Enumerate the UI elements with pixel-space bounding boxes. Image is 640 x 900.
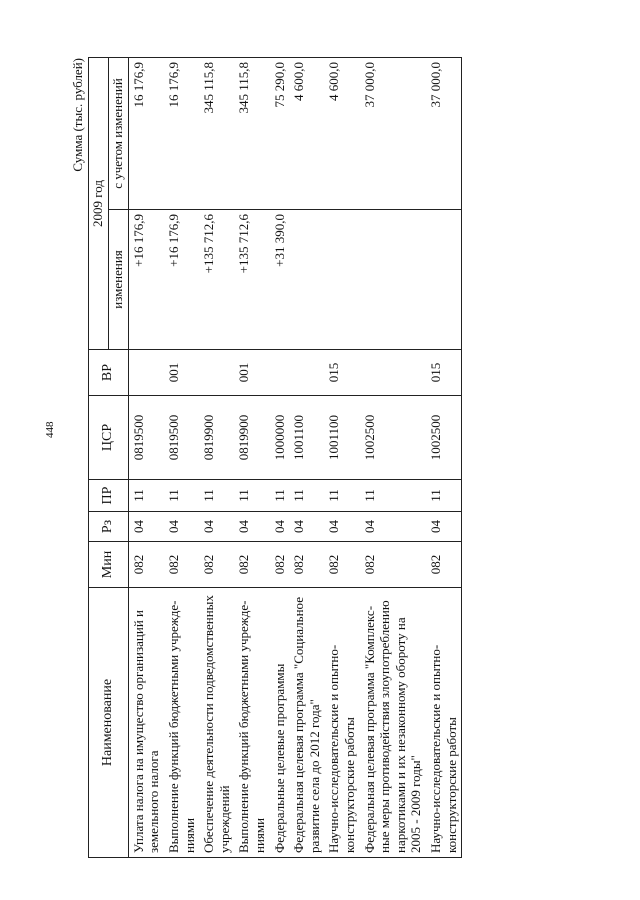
cell-rz: 04 — [128, 512, 164, 542]
cell-rz: 04 — [234, 512, 269, 542]
cell-min: 082 — [128, 542, 164, 588]
cell-csr: 0819900 — [199, 396, 234, 480]
cell-total: 37 000,0 — [426, 58, 462, 210]
cell-change: +31 390,0 — [270, 210, 290, 350]
cell-csr: 1000000 — [270, 396, 290, 480]
cell-name: Федеральные целевые программы — [270, 588, 290, 858]
cell-pr: 11 — [289, 480, 324, 512]
cell-vr — [360, 350, 426, 396]
table-row — [164, 58, 199, 858]
col-header-year: 2009 год — [89, 58, 109, 350]
col-header-with-changes: с учетом изменений — [108, 58, 128, 210]
cell-pr: 11 — [270, 480, 290, 512]
cell-min: 082 — [199, 542, 234, 588]
table-row — [128, 58, 164, 858]
table-row — [199, 58, 234, 858]
cell-total: 75 290,0 — [270, 58, 290, 210]
page-number: 448 — [44, 421, 56, 438]
col-header-name: Наименование — [89, 588, 129, 858]
cell-csr: 1002500 — [426, 396, 462, 480]
cell-csr: 1001100 — [324, 396, 359, 480]
cell-total: 16 176,9 — [164, 58, 199, 210]
cell-name: Научно-исследовательские и опытно-конструкторские работы — [426, 588, 462, 858]
col-header-rz: Рз — [89, 512, 129, 542]
col-header-pr: ПР — [89, 480, 129, 512]
cell-name: Уплата налога на имущество организаций и земельного налога — [128, 588, 164, 858]
col-header-vr: ВР — [89, 350, 129, 396]
budget-table — [88, 57, 462, 858]
cell-rz: 04 — [270, 512, 290, 542]
cell-rz: 04 — [164, 512, 199, 542]
cell-total: 4 600,0 — [289, 58, 324, 210]
cell-pr: 11 — [426, 480, 462, 512]
cell-min: 082 — [270, 542, 290, 588]
cell-name: Выполнение функций бюджетными учрежде-ниями — [164, 588, 199, 858]
cell-vr: 001 — [234, 350, 269, 396]
cell-vr — [199, 350, 234, 396]
cell-name: Выполнение функций бюджетными учрежде-ниями — [234, 588, 269, 858]
cell-pr: 11 — [164, 480, 199, 512]
cell-name: Обеспечение деятельности подведомственных учреждений — [199, 588, 234, 858]
cell-vr — [289, 350, 324, 396]
cell-change: +135 712,6 — [199, 210, 234, 350]
cell-total: 37 000,0 — [360, 58, 426, 210]
cell-csr: 0819500 — [164, 396, 199, 480]
cell-csr: 0819900 — [234, 396, 269, 480]
cell-csr: 0819500 — [128, 396, 164, 480]
cell-pr: 11 — [128, 480, 164, 512]
cell-change — [360, 210, 426, 350]
unit-note: Сумма (тыс. рублей) — [70, 58, 85, 172]
cell-min: 082 — [324, 542, 359, 588]
cell-min: 082 — [360, 542, 426, 588]
cell-change: +135 712,6 — [234, 210, 269, 350]
col-header-changes: изменения — [108, 210, 128, 350]
cell-vr: 015 — [324, 350, 359, 396]
cell-min: 082 — [164, 542, 199, 588]
table-row — [360, 58, 426, 858]
cell-pr: 11 — [234, 480, 269, 512]
cell-vr — [128, 350, 164, 396]
cell-change — [426, 210, 462, 350]
cell-name: Научно-исследовательские и опытно-конструкторские работы — [324, 588, 359, 858]
cell-pr: 11 — [324, 480, 359, 512]
cell-change — [324, 210, 359, 350]
cell-name: Федеральная целевая программа "Комплекс-ные меры противодействия злоупотреблению наркотиками и их незаконному обороту на 2005 - 2009 годы" — [360, 588, 426, 858]
cell-rz: 04 — [324, 512, 359, 542]
cell-total: 4 600,0 — [324, 58, 359, 210]
cell-min: 082 — [289, 542, 324, 588]
cell-vr — [270, 350, 290, 396]
table-row — [426, 58, 462, 858]
cell-rz: 04 — [360, 512, 426, 542]
table-row — [234, 58, 269, 858]
cell-csr: 1001100 — [289, 396, 324, 480]
table-row — [270, 58, 290, 858]
table-row — [289, 58, 324, 858]
table-body — [128, 58, 461, 858]
cell-pr: 11 — [199, 480, 234, 512]
cell-total: 345 115,8 — [234, 58, 269, 210]
col-header-min: Мин — [89, 542, 129, 588]
rotated-page-content — [70, 58, 590, 858]
cell-vr: 015 — [426, 350, 462, 396]
table-row — [324, 58, 359, 858]
cell-vr: 001 — [164, 350, 199, 396]
cell-csr: 1002500 — [360, 396, 426, 480]
cell-rz: 04 — [426, 512, 462, 542]
cell-min: 082 — [426, 542, 462, 588]
cell-min: 082 — [234, 542, 269, 588]
cell-total: 16 176,9 — [128, 58, 164, 210]
cell-rz: 04 — [199, 512, 234, 542]
col-header-csr: ЦСР — [89, 396, 129, 480]
cell-rz: 04 — [289, 512, 324, 542]
cell-change: +16 176,9 — [164, 210, 199, 350]
cell-total: 345 115,8 — [199, 58, 234, 210]
cell-name: Федеральная целевая программа "Социальное развитие села до 2012 года" — [289, 588, 324, 858]
cell-change: +16 176,9 — [128, 210, 164, 350]
cell-change — [289, 210, 324, 350]
cell-pr: 11 — [360, 480, 426, 512]
